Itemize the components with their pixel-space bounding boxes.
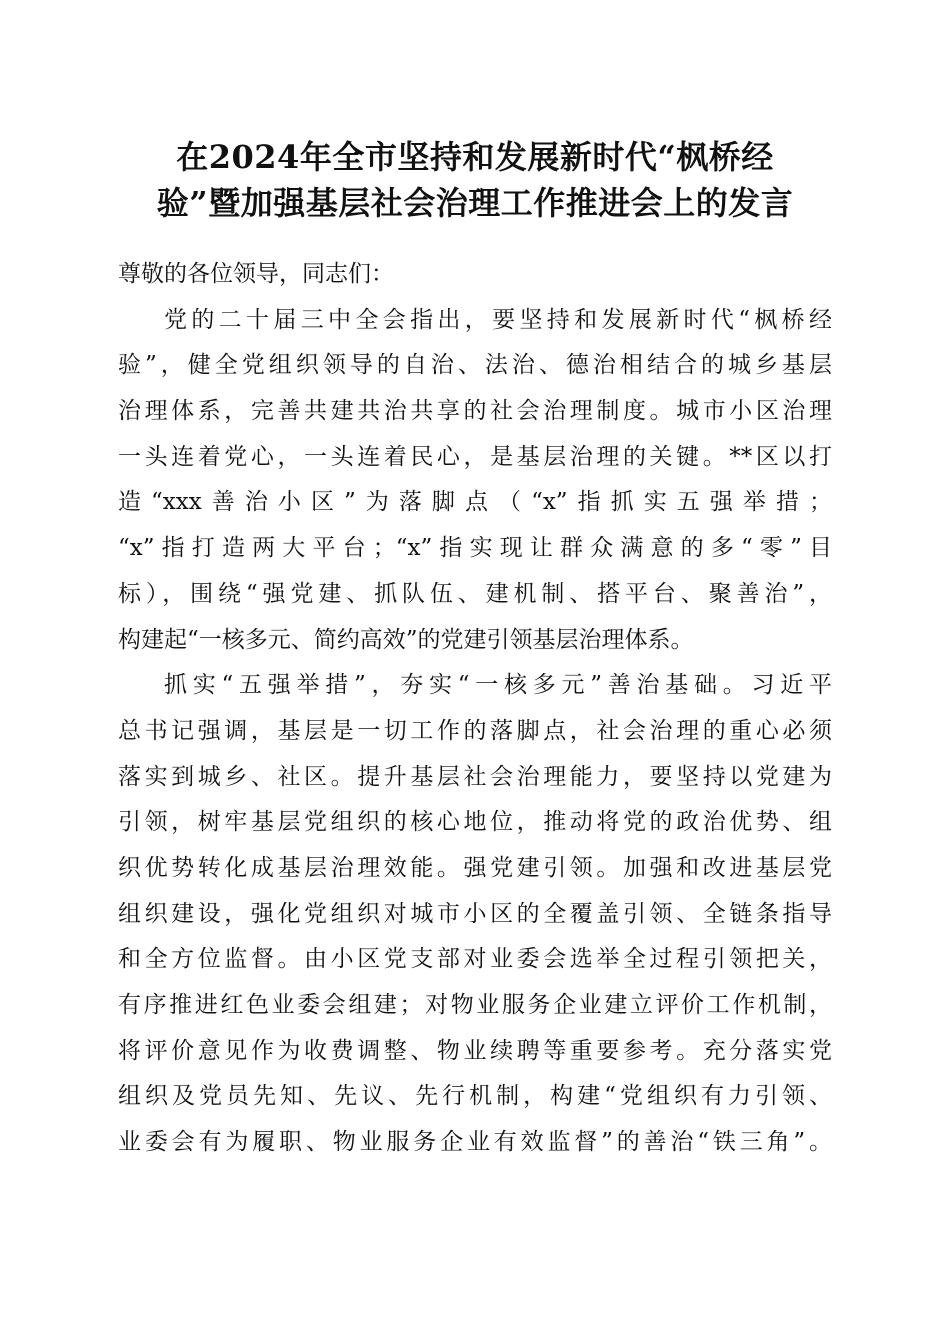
title-line: 验”暨加强基层社会治理工作推进会上的发言 (156, 184, 794, 222)
paragraph-line: 组织及党员先知、先议、先行机制，构建“党组织有力引领、 (118, 1083, 832, 1110)
title-line: 在2024年全市坚持和发展新时代“枫桥经 (176, 138, 774, 176)
paragraph-1 (118, 298, 832, 664)
paragraph-2 (118, 663, 832, 1166)
paragraph-line: “x”指打造两大平台；“x”指实现让群众满意的多“零”目 (118, 535, 832, 562)
paragraph-line: 验”，健全党组织领导的自治、法治、德治相结合的城乡基层 (118, 352, 832, 379)
paragraph-line: 总书记强调，基层是一切工作的落脚点，社会治理的重心必须 (118, 717, 832, 744)
paragraph-line: 有序推进红色业委会组建；对物业服务企业建立评价工作机制， (118, 992, 832, 1018)
paragraph-line: 业委会有为履职、物业服务企业有效监督”的善治“铁三角”。 (118, 1129, 832, 1156)
paragraph-line: 将评价意见作为收费调整、物业续聘等重要参考。充分落实党 (118, 1037, 832, 1064)
paragraph-line: 和全方位监督。由小区党支部对业委会选举全过程引领把关， (118, 946, 832, 973)
salutation: 尊敬的各位领导，同志们： (118, 261, 394, 287)
document-body (118, 252, 832, 1166)
paragraph-line: 构建起“一核多元、简约高效”的党建引领基层治理体系。 (118, 626, 694, 653)
paragraph-line: 抓实“五强举措”，夯实“一核多元”善治基础。习近平 (164, 672, 832, 699)
paragraph-line: 党的二十届三中全会指出，要坚持和发展新时代“枫桥经 (164, 306, 832, 333)
document-title (118, 134, 832, 226)
paragraph-line: 落实到城乡、社区。提升基层社会治理能力，要坚持以党建为 (118, 763, 832, 790)
paragraph-line: 一头连着党心，一头连着民心，是基层治理的关键。**区以打 (118, 443, 832, 470)
paragraph-line: 引领，树牢基层党组织的核心地位，推动将党的政治优势、组 (118, 809, 832, 836)
paragraph-line: 织优势转化成基层治理效能。强党建引领。加强和改进基层党 (118, 854, 832, 881)
paragraph-line: 组织建设，强化党组织对城市小区的全覆盖引领、全链条指导 (118, 900, 832, 927)
paragraph-line: 造“xxx善治小区”为落脚点（“x”指抓实五强举措； (118, 489, 832, 516)
paragraph-line: 治理体系，完善共建共治共享的社会治理制度。城市小区治理 (118, 398, 832, 425)
paragraph-line: 标），围绕“强党建、抓队伍、建机制、搭平台、聚善治”， (118, 580, 832, 607)
